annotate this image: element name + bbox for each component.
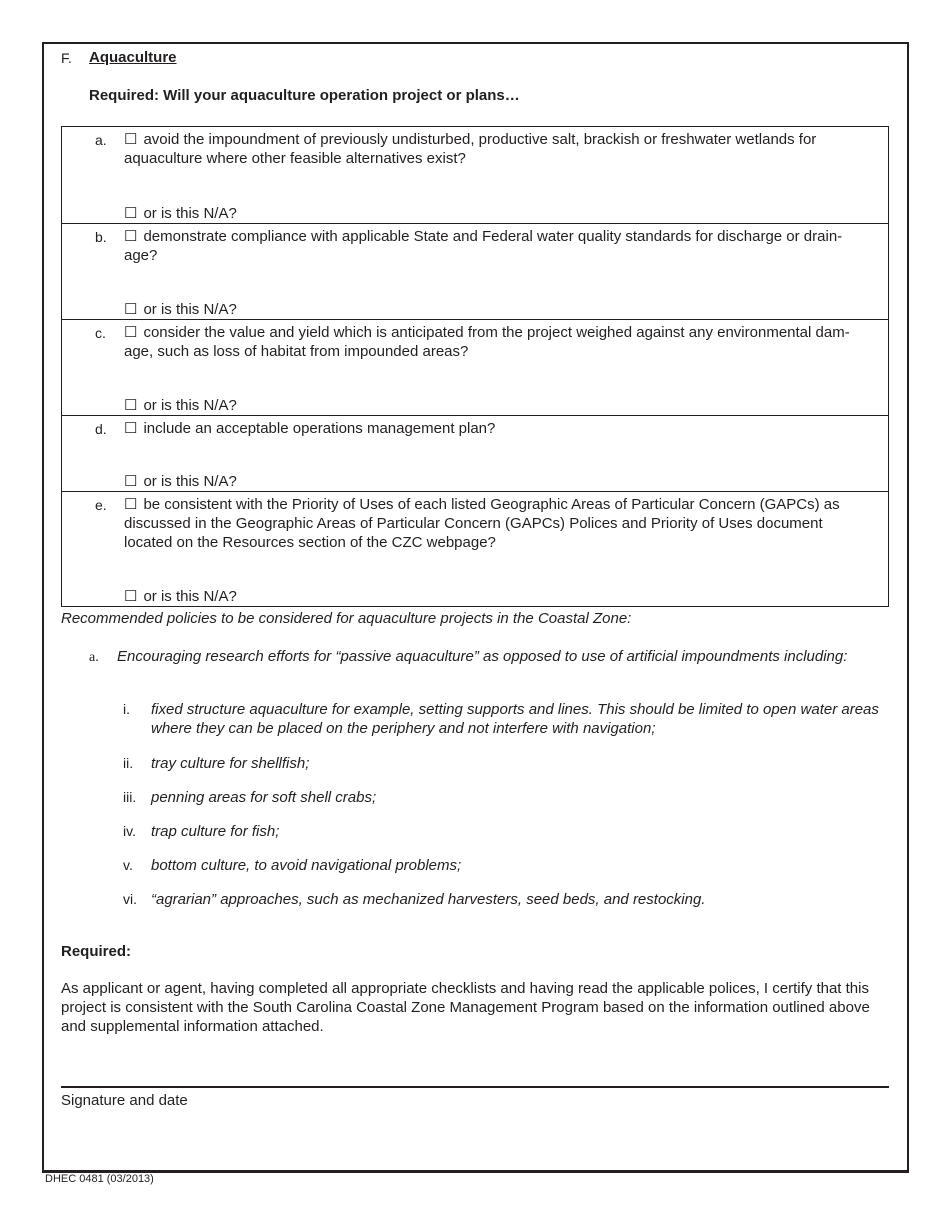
question-text: avoid the impoundment of previously undisturbed, productive salt, brackish or freshwater wetlands for aquaculture where other feasible alternatives exist?	[124, 131, 817, 167]
question-label: b.	[95, 229, 107, 245]
question-text: demonstrate compliance with applicable State and Federal water quality standards for discharge or drain-age?	[124, 228, 843, 264]
item-number: vi.	[123, 891, 137, 907]
questions-table	[61, 126, 889, 607]
na-checkbox-icon[interactable]: ☐	[124, 473, 138, 490]
checkbox-icon[interactable]: ☐	[124, 131, 138, 148]
question-row	[62, 491, 888, 606]
checkbox-icon[interactable]: ☐	[124, 228, 138, 245]
item-text: trap culture for fish;	[151, 823, 280, 840]
certification-text: As applicant or agent, having completed all appropriate checklists and having read the applicable polices, I certify that this project is consistent with the South Carolina Coastal Zone Management Program based on the information outlined above and supplemental information attached.	[61, 980, 870, 1035]
item-text: “agrarian” approaches, such as mechanized harvesters, seed beds, and restocking.	[151, 891, 706, 908]
item-number: ii.	[123, 755, 134, 771]
na-checkbox-icon[interactable]: ☐	[124, 588, 138, 605]
na-checkbox-icon[interactable]: ☐	[124, 301, 138, 318]
item-text: penning areas for soft shell crabs;	[151, 789, 377, 806]
na-text: or is this N/A?	[143, 205, 237, 222]
question-text: be consistent with the Priority of Uses of each listed Geographic Areas of Particular Concern (GAPCs) as discussed in the Geographic Areas of Particular Concern (GAPCs) Polices and Priority of Uses document located on the Resources section of the CZC webpage?	[124, 496, 840, 551]
question-label: d.	[95, 421, 107, 437]
checkbox-icon[interactable]: ☐	[124, 496, 138, 513]
recommended-a-text: Encouraging research efforts for “passive aquaculture” as opposed to use of artificial impoundments including:	[117, 648, 848, 665]
item-number: v.	[123, 857, 133, 873]
recommended-title: Recommended policies to be considered for aquaculture projects in the Coastal Zone:	[61, 610, 632, 627]
recommended-a-label: a.	[89, 650, 99, 665]
na-text: or is this N/A?	[143, 397, 237, 414]
question-label: e.	[95, 497, 107, 513]
signature-label: Signature and date	[61, 1092, 188, 1109]
section-title: Aquaculture	[89, 49, 177, 66]
item-text: bottom culture, to avoid navigational problems;	[151, 857, 462, 874]
item-number: iii.	[123, 789, 137, 805]
na-checkbox-icon[interactable]: ☐	[124, 397, 138, 414]
question-row	[62, 127, 888, 223]
na-checkbox-icon[interactable]: ☐	[124, 205, 138, 222]
question-label: a.	[95, 132, 107, 148]
question-row	[62, 415, 888, 491]
signature-line[interactable]	[61, 1086, 889, 1088]
item-text: fixed structure aquaculture for example, setting supports and lines. This should be limited to open water areas where they can be placed on the periphery and not interfere with navigation;	[151, 701, 879, 737]
question-row	[62, 319, 888, 415]
required-prompt: Required: Will your aquaculture operation project or plans…	[89, 87, 520, 104]
certification-required: Required:	[61, 943, 132, 960]
section-letter: F.	[61, 50, 72, 66]
item-number: iv.	[123, 823, 136, 839]
na-text: or is this N/A?	[143, 473, 237, 490]
checkbox-icon[interactable]: ☐	[124, 324, 138, 341]
item-text: tray culture for shellfish;	[151, 755, 310, 772]
question-text: include an acceptable operations management plan?	[143, 420, 496, 437]
question-row	[62, 223, 888, 319]
form-number: DHEC 0481 (03/2013)	[45, 1173, 154, 1185]
question-text: consider the value and yield which is anticipated from the project weighed against any environmental dam-age, such as loss of habitat from impounded areas?	[124, 324, 850, 360]
checkbox-icon[interactable]: ☐	[124, 420, 138, 437]
question-label: c.	[95, 325, 106, 341]
item-number: i.	[123, 701, 130, 717]
na-text: or is this N/A?	[143, 588, 237, 605]
na-text: or is this N/A?	[143, 301, 237, 318]
